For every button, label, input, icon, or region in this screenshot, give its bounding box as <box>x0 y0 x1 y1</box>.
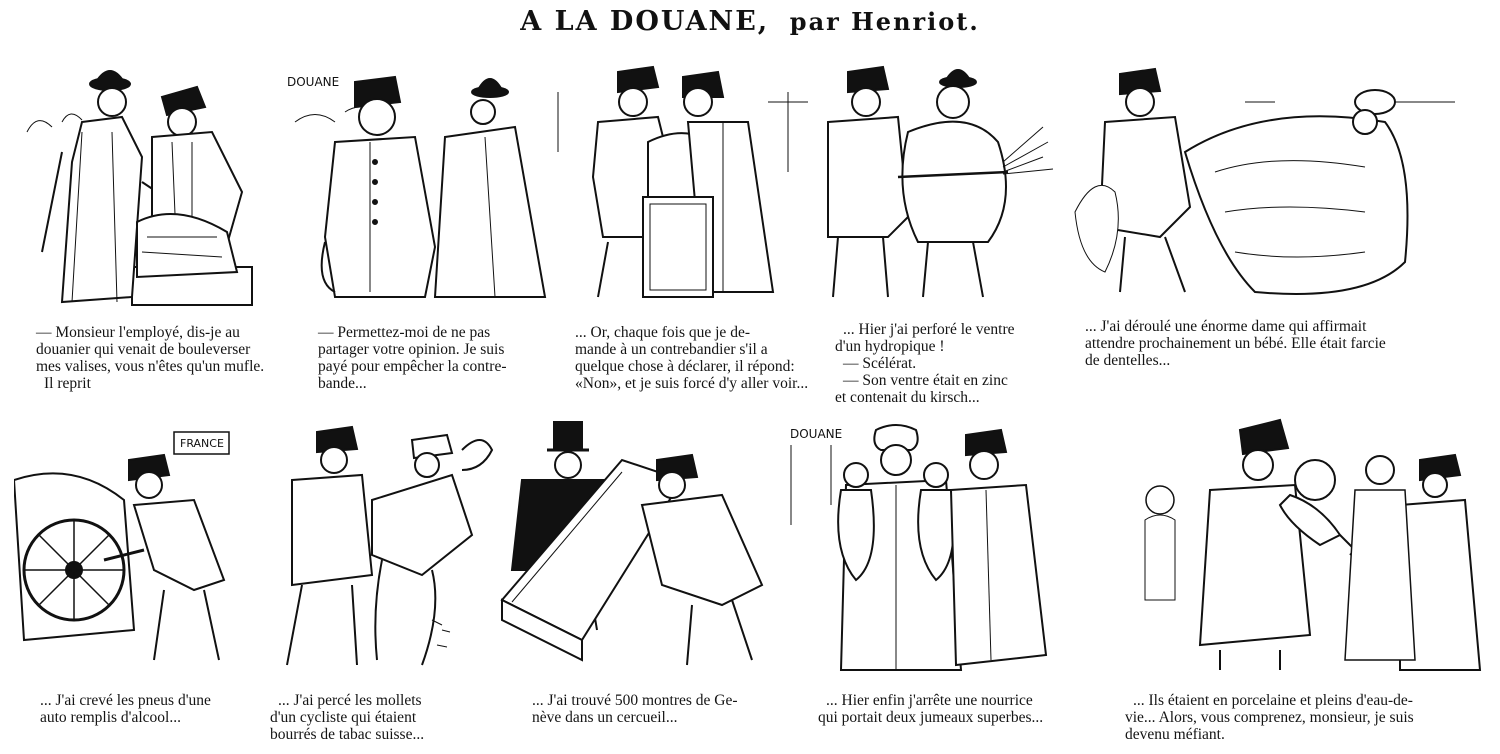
author-credit: par Henriot. <box>789 7 980 36</box>
panel-9-illustration <box>786 420 1086 680</box>
caption-line: payé pour empêcher la contre- <box>318 358 507 375</box>
caption-line: de dentelles... <box>1085 352 1171 369</box>
caption-line: mande à un contrebandier s'il a <box>575 341 768 358</box>
caption-line: «Non», et je suis forcé d'y aller voir... <box>575 375 809 392</box>
caption-line: douanier qui venait de bouleverser <box>36 341 251 358</box>
illustration-car-tire <box>14 420 259 680</box>
panel-8-caption <box>532 692 782 726</box>
caption-line: — Son ventre était en zinc <box>843 372 1008 389</box>
caption-line: — Scélérat. <box>843 355 917 372</box>
title-text: A LA DOUANE, <box>520 6 770 37</box>
panel-2-illustration <box>285 62 555 312</box>
caption-line: ... Hier enfin j'arrête une nourrice <box>826 692 1033 709</box>
caption-line: d'un hydropique ! <box>835 338 945 355</box>
caption-line: ... Or, chaque fois que je de- <box>575 324 750 341</box>
caption-line: devenu méfiant. <box>1125 726 1225 743</box>
panel-2-caption <box>318 324 548 392</box>
caption-line: ... Hier j'ai perforé le ventre <box>843 321 1015 338</box>
panel-5-caption <box>1085 318 1465 369</box>
panel-1-caption <box>36 324 294 392</box>
illustration-customs-argument <box>22 62 280 312</box>
comic-title <box>0 6 1500 37</box>
caption-line: mes valises, vous n'êtes qu'un mufle. <box>36 358 265 375</box>
panel-7-caption <box>270 692 470 743</box>
caption-line: ... J'ai déroulé une énorme dame qui affirmait <box>1085 318 1367 335</box>
caption-line: ... J'ai trouvé 500 montres de Ge- <box>532 692 738 709</box>
caption-line: vie... Alors, vous comprenez, monsieur, je suis <box>1125 709 1414 726</box>
caption-line: bande... <box>318 375 367 392</box>
douane-sign: DOUANE <box>790 427 843 441</box>
panel-3-illustration <box>548 62 818 312</box>
panel-6-caption <box>40 692 265 726</box>
panel-8-illustration <box>492 420 782 680</box>
caption-line: partager votre opinion. Je suis <box>318 341 505 358</box>
panel-10-illustration <box>1130 410 1485 680</box>
panel-6-illustration <box>14 420 259 680</box>
caption-line: et contenait du kirsch... <box>835 389 980 406</box>
caption-line: qui portait deux jumeaux superbes... <box>818 709 1044 726</box>
panel-10-caption <box>1125 692 1470 743</box>
caption-line: auto remplis d'alcool... <box>40 709 181 726</box>
panel-9-caption <box>818 692 1088 726</box>
illustration-perforated-belly <box>808 62 1078 312</box>
caption-line: Il reprit <box>44 375 91 392</box>
caption-line: — Monsieur l'employé, dis-je au <box>36 324 240 341</box>
caption-line: d'un cycliste qui étaient <box>270 709 417 726</box>
panel-4-caption <box>835 321 1070 406</box>
caption-line: ... Ils étaient en porcelaine et pleins d'eau-de- <box>1133 692 1413 709</box>
illustration-porcelain-babies <box>1130 410 1485 680</box>
caption-line: ... J'ai percé les mollets <box>278 692 422 709</box>
caption-line: attendre prochainement un bébé. Elle était farcie <box>1085 335 1386 352</box>
panel-7-illustration <box>262 420 502 680</box>
panel-5-illustration <box>1065 62 1490 312</box>
caption-line: bourrés de tabac suisse... <box>270 726 425 743</box>
illustration-nurse-twins <box>786 420 1086 680</box>
caption-line: nève dans un cercueil... <box>532 709 678 726</box>
panel-1-illustration <box>22 62 280 312</box>
illustration-unrolled-lady <box>1065 62 1490 312</box>
france-sign: FRANCE <box>180 437 224 450</box>
douane-sign: DOUANE <box>287 75 340 89</box>
caption-line: ... J'ai crevé les pneus d'une <box>40 692 211 709</box>
illustration-coffin-watches <box>492 420 782 680</box>
illustration-inspecting-luggage <box>548 62 818 312</box>
panel-4-illustration <box>808 62 1078 312</box>
illustration-cyclist-calves <box>262 420 502 680</box>
panel-3-caption <box>575 324 815 392</box>
caption-line: quelque chose à déclarer, il répond: <box>575 358 795 375</box>
caption-line: — Permettez-moi de ne pas <box>318 324 491 341</box>
illustration-officer-replies <box>285 62 555 312</box>
